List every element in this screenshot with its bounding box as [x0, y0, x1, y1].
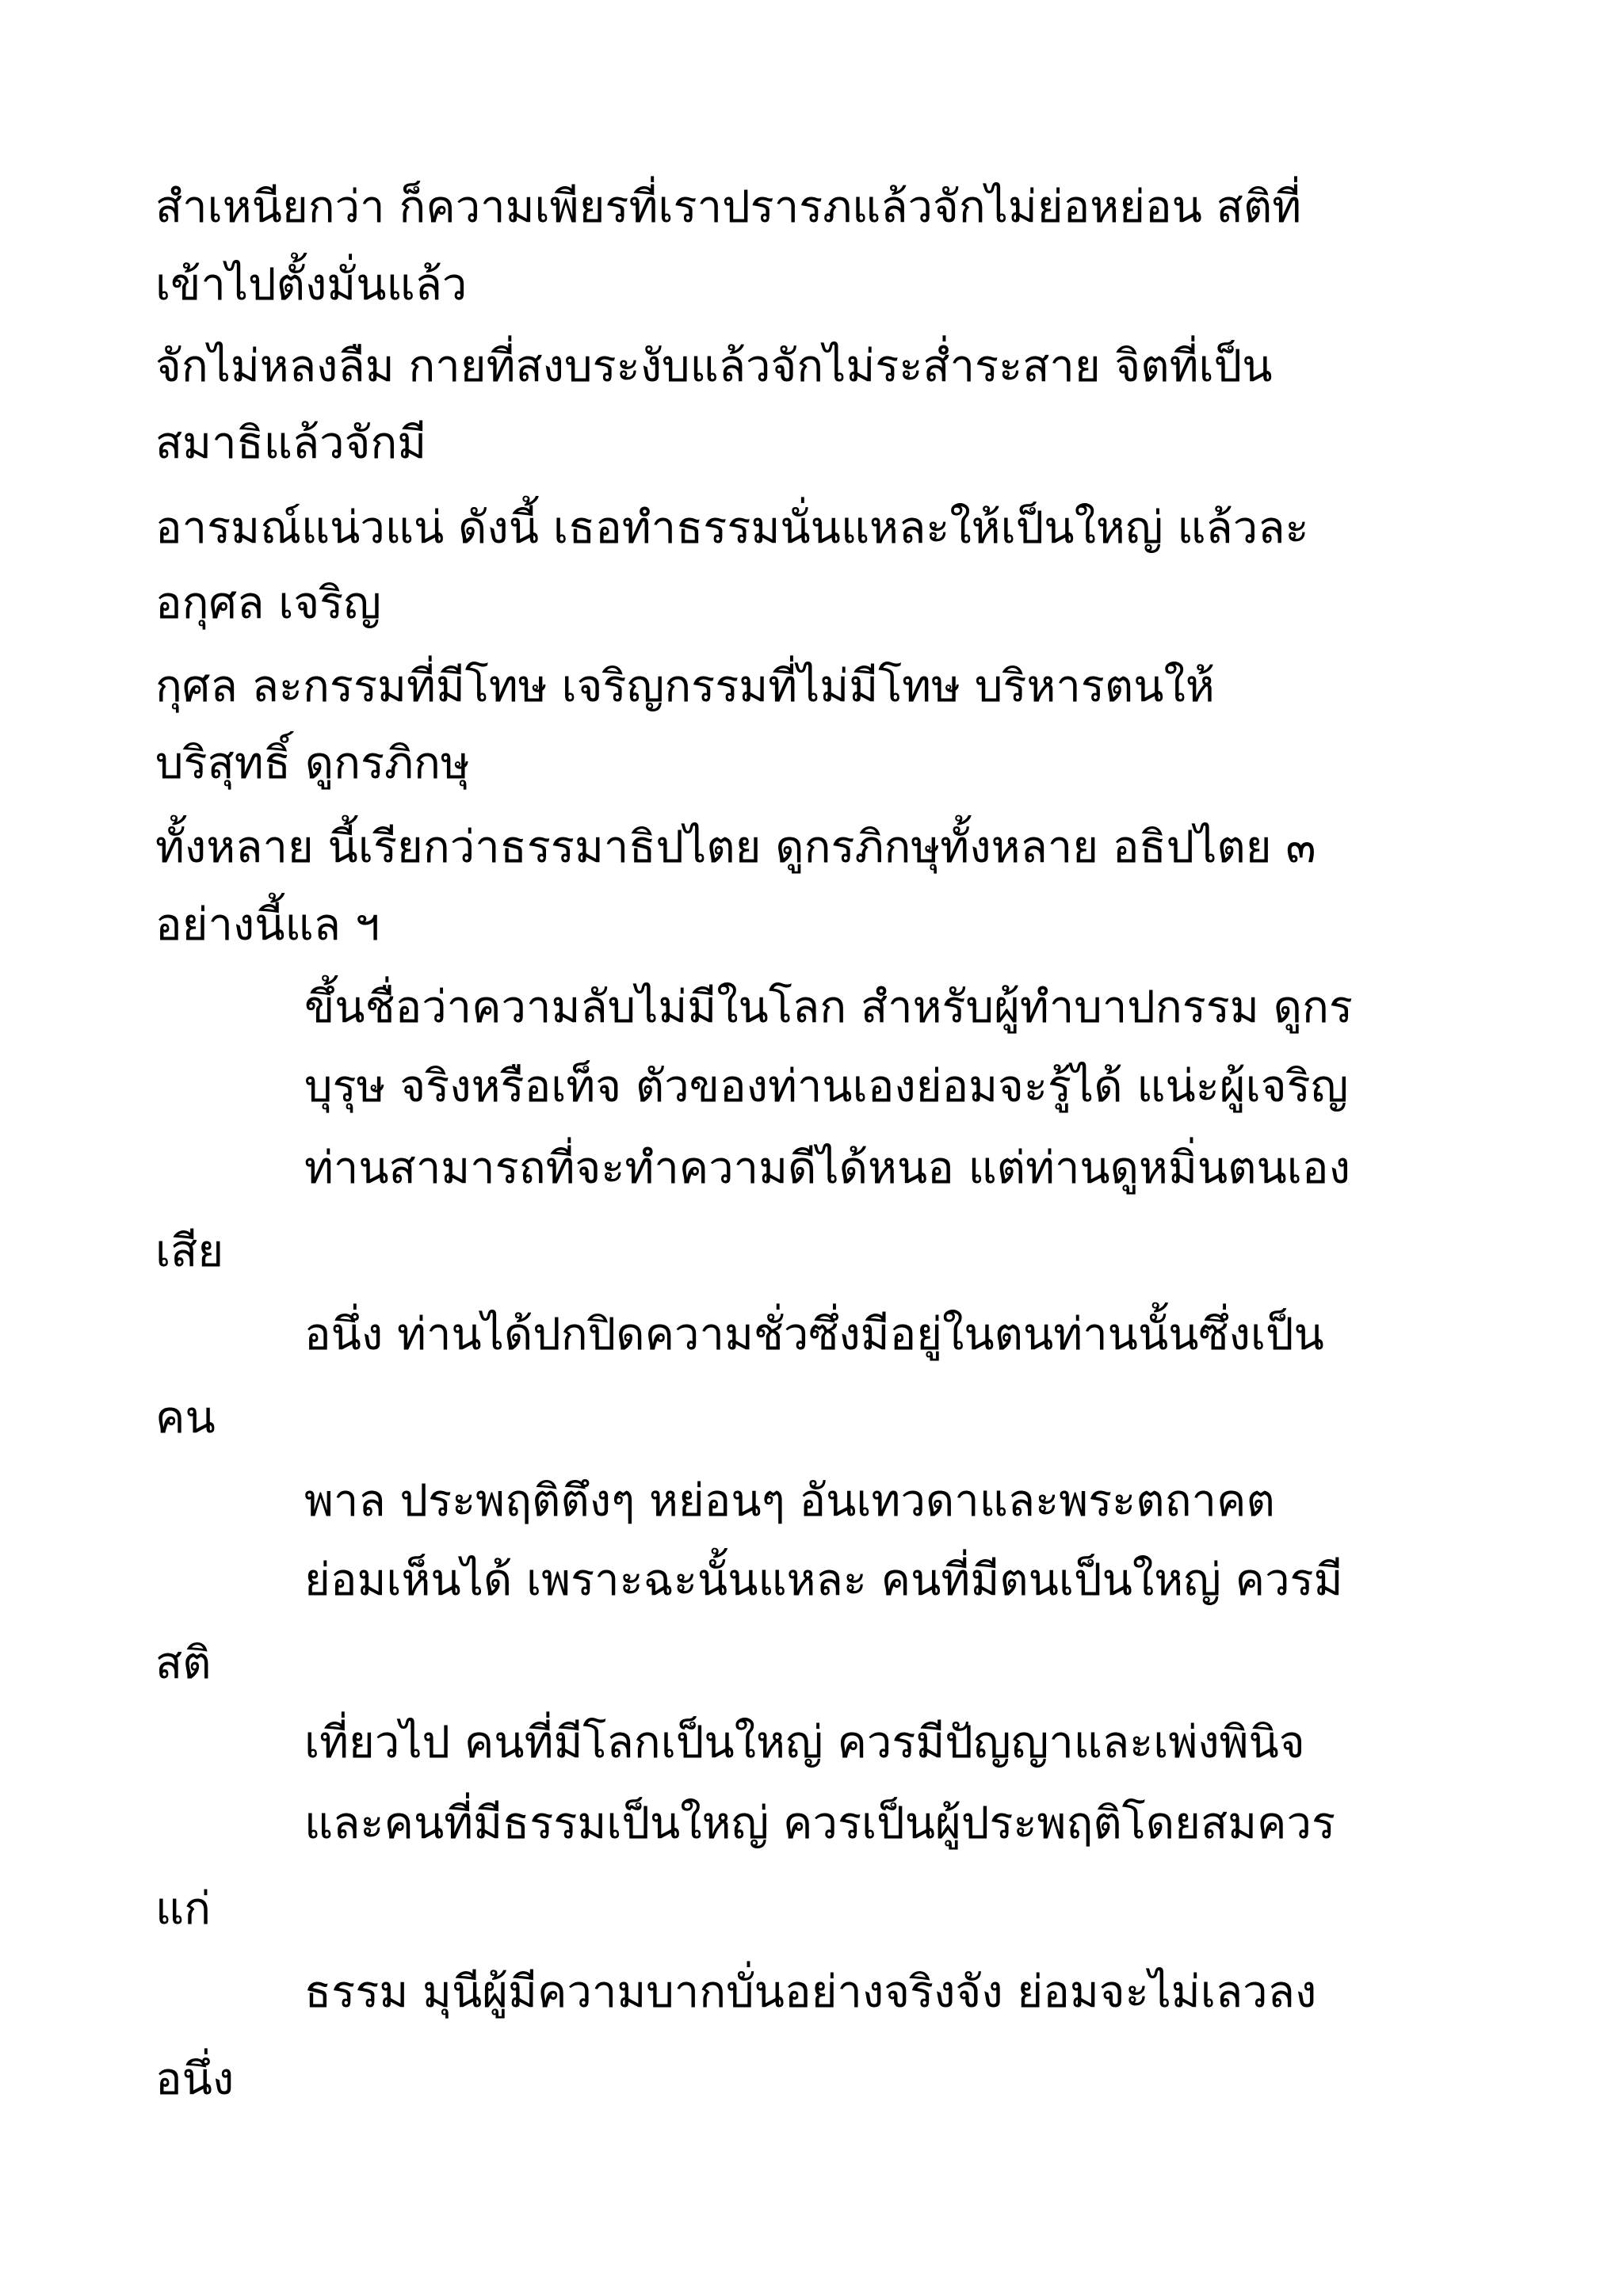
- text-line-17: พาล ประพฤติตึงๆ หย่อนๆ อันเทวดาและพระตถาคต: [304, 1475, 1275, 1527]
- text-line-9: ทั้งหลาย นี้เรียกว่าธรรมาธิปไตย ดูกรภิกษุทั้งหลาย อธิปไตย ๓: [155, 822, 1316, 873]
- text-line-14: เสีย: [155, 1226, 224, 1277]
- text-line-4: สมาธิแล้วจักมี: [155, 418, 427, 469]
- text-line-13: ท่านสามารถที่จะทำความดีได้หนอ แต่ท่านดูหมิ่นตนเอง: [304, 1142, 1350, 1194]
- text-line-24: อนึ่ง: [155, 2054, 235, 2105]
- text-line-5: อารมณ์แน่วแน่ ดังนี้ เธอทำธรรมนั่นแหละให้เป็นใหญ่ แล้วละ: [155, 502, 1309, 554]
- text-line-20: เที่ยวไป คนที่มีโลกเป็นใหญ่ ควรมีปัญญาและเพ่งพินิจ: [304, 1717, 1305, 1768]
- text-line-2: เข้าไปตั้งมั่นแล้ว: [155, 259, 468, 311]
- text-line-6: อกุศล เจริญ: [155, 578, 381, 629]
- text-line-16: คน: [155, 1392, 216, 1444]
- text-line-8: บริสุทธิ์ ดูกรภิกษุ: [155, 738, 470, 789]
- text-line-1: สำเหนียกว่า ก็ความเพียรที่เราปรารภแล้วจักไม่ย่อหย่อน สติที่: [155, 181, 1302, 233]
- text-line-10: อย่างนี้แล ฯ: [155, 899, 380, 951]
- text-line-12: บุรุษ จริงหรือเท็จ ตัวของท่านเองย่อมจะรู้ได้ แน่ะผู้เจริญ: [304, 1061, 1349, 1112]
- text-line-3: จักไม่หลงลืม กายที่สงบระงับแล้วจักไม่ระส่ำระสาย จิตที่เป็น: [155, 341, 1273, 392]
- text-line-22: แก่: [155, 1883, 211, 1935]
- text-line-23: ธรรม มุนีผู้มีความบากบั่นอย่างจริงจัง ย่อมจะไม่เลวลง: [304, 1966, 1317, 2018]
- text-line-7: กุศล ละกรรมที่มีโทษ เจริญกรรมที่ไม่มีโทษ บริหารตนให้: [155, 661, 1215, 712]
- text-line-18: ย่อมเห็นได้ เพราะฉะนั้นแหละ คนที่มีตนเป็นใหญ่ ควรมี: [304, 1554, 1343, 1606]
- text-line-15: อนึ่ง ท่านได้ปกปิดความชั่วซึ่งมีอยู่ในตนท่านนั้นซึ่งเป็น: [304, 1309, 1324, 1360]
- text-line-19: สติ: [155, 1638, 212, 1689]
- text-line-11: ขึ้นชื่อว่าความลับไม่มีในโลก สำหรับผู้ทำบาปกรรม ดูกร: [304, 982, 1353, 1033]
- text-line-21: และคนที่มีธรรมเป็นใหญ่ ควรเป็นผู้ประพฤติโดยสมควร: [304, 1798, 1336, 1849]
